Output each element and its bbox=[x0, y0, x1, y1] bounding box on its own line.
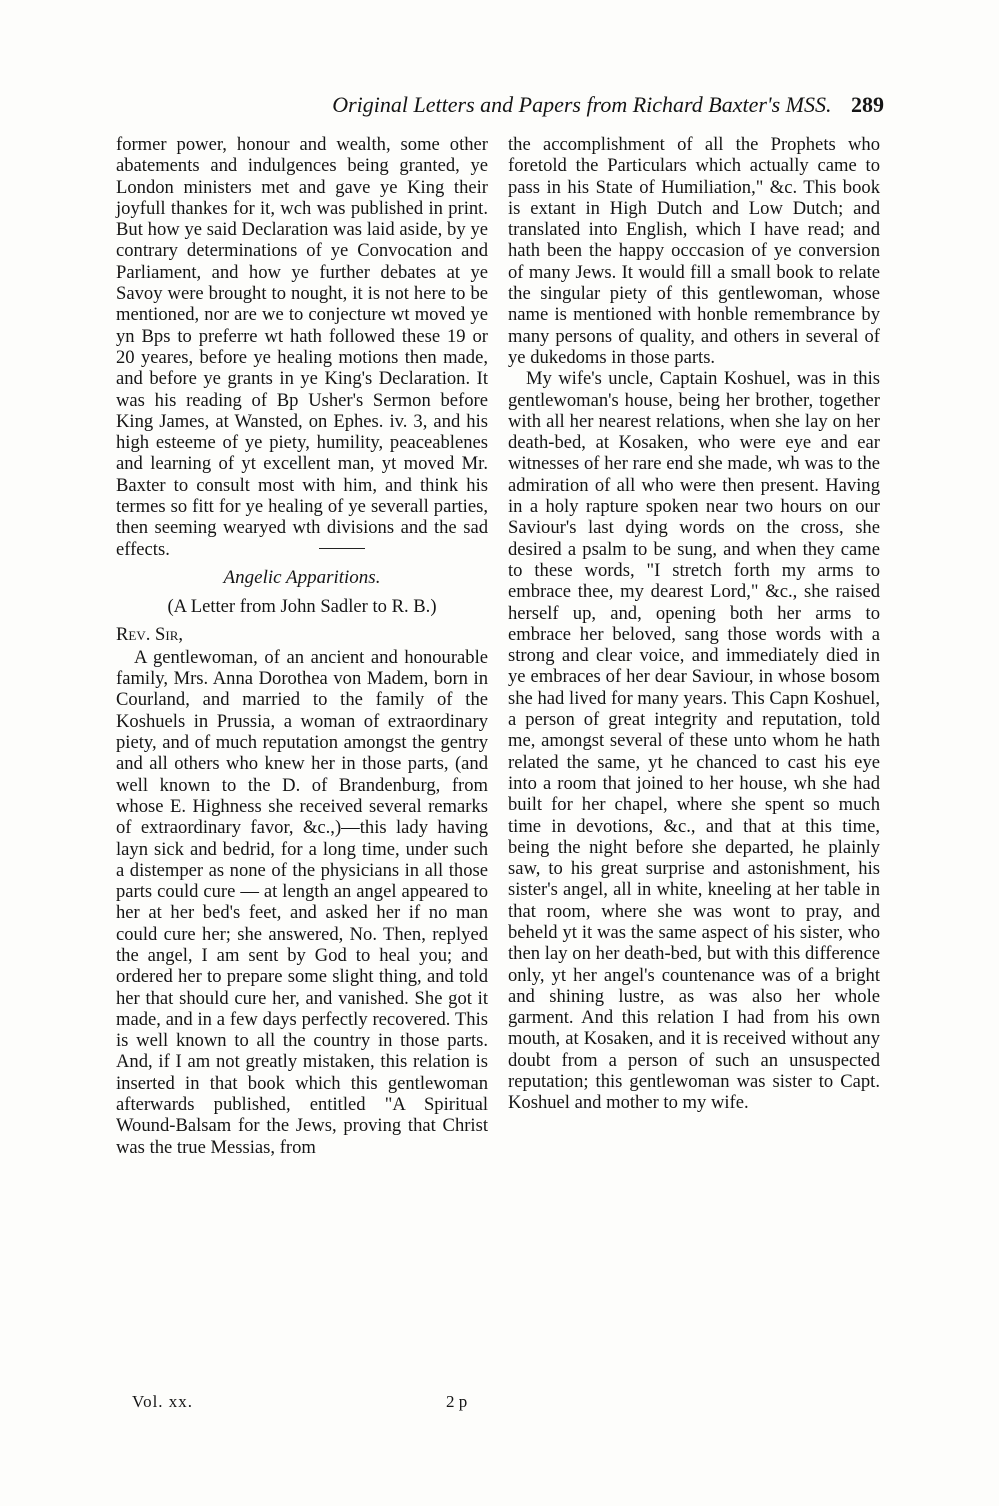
running-title: Original Letters and Papers from Richard Baxter's MSS. bbox=[332, 92, 832, 117]
right-column bbox=[508, 134, 880, 1114]
left-paragraph-1: former power, honour and wealth, some other abatements and indulgences being granted, ye London ministers met and gave ye King their joyfull thankes for it, wch was published in print. But how ye said Declaration was laid aside, by ye contrary determinations of ye Convocation and Parliament, and how ye further debates at ye Savoy were brought to nought, it is not here to be mentioned, nor are we to conjecture wt moved ye yn Bps to preferre wt hath followed these 19 or 20 yeares, before ye healing motions then made, and before ye grants in ye King's Declaration. It was his reading of Bp Usher's Sermon before King James, at Wansted, on Ephes. iv. 3, and his high esteeme of ye piety, humility, peaceablenes and learning of yt excellent man, yt moved Mr. Baxter to consult most with him, and think his termes so fitt for ye healing of ye severall parties, then seeming wearyed wth divisions and the sad effects. bbox=[116, 134, 488, 560]
left-paragraph-2: A gentlewoman, of an ancient and honourable family, Mrs. Anna Dorothea von Madem, born in Courland, and married to the family of the Koshuels in Prussia, a woman of extraordinary piety, and of much reputation amongst the gentry and all others who knew her in those parts, (and well known to the D. of Brandenburg, from whose E. Highness she received several remarks of extraordinary favor, &c.,)—this lady having layn sick and bedrid, for a long time, under such a distemper as none of the physicians in all those parts could cure — at length an angel appeared to her at her bed's feet, and asked her if no man could cure her; she answered, No. Then, replyed the angel, I am sent by God to heal you; and ordered her to prepare some slight thing, and told her that should cure her, and vanished. She got it made, and in a few days perfectly recovered. This is well known to all the country in those parts. And, if I am not greatly mistaken, this relation is inserted in that book which this gentlewoman afterwards published, entitled "A Spiritual Wound-Balsam for the Jews, proving that Christ was the true Messias, from bbox=[116, 646, 488, 1158]
salutation: Rev. Sir, bbox=[116, 623, 184, 645]
running-header bbox=[118, 92, 884, 118]
right-paragraph-1: the accomplishment of all the Prophets who foretold the Particulars which actually came to pass in his State of Humiliation," &c. This book is extant in High Dutch and Low Dutch; and translated into English, which I have read; and hath been the happy occcasion of ye conversion of many Jews. It would fill a small book to relate the singular piety of this gentlewoman, whose name is mentioned with honble remembrance by many persons of quality, and others in several of ye dukedoms in those parts. bbox=[508, 134, 880, 368]
section-title: Angelic Apparitions. bbox=[223, 566, 381, 588]
right-paragraph-2: My wife's uncle, Captain Koshuel, was in this gentlewoman's house, being her brother, together with all her nearest relations, when she lay on her death-bed, at Kosaken, who were eye and ear witnesses of her rare end she made, wh was to the admiration of all who were then present. Having in a holy rapture spoken near two hours on our Saviour's last dying words on the cross, she desired a psalm to be sung, and when they came to these words, "I stretch forth my arms to embrace thee, my dearest Lord," &c., she raised herself up, and, opening both her arms to embrace her beloved, sang those words with a strong and clear voice, and immediately died in ye embraces of her dear Saviour, in whose bosom she had lived for many years. This Capn Koshuel, a person of great integrity and reputation, told me, amongst several of these unto whom he hath related the same, yt he chanced to cast his eye into a room that joined to her house, wh she had built for her chapel, where she spent so much time in devotions, &c., and that at this time, being the night before she departed, he plainly saw, to his great surprise and astonishment, his sister's angel, all in white, kneeling at her table in that room, where she was wont to pray, and beheld yt it was the same aspect of his sister, who then lay on her death-bed, but with this difference only, yt her angel's countenance was of a bright and shining lustre, as was also her whole garment. And this relation I had from his own mouth, at Kosaken, and it is received without any doubt from a person of such an unsuspected reputation; this gentlewoman was sister to Capt. Koshuel and mother to my wife. bbox=[508, 368, 880, 1114]
volume-marker: Vol. xx. bbox=[132, 1392, 194, 1411]
signature-mark: 2 p bbox=[446, 1392, 468, 1411]
letter-caption: (A Letter from John Sadler to R. B.) bbox=[167, 596, 437, 618]
page-number: 289 bbox=[851, 92, 884, 117]
section-divider bbox=[319, 548, 365, 549]
left-column bbox=[116, 134, 488, 1158]
